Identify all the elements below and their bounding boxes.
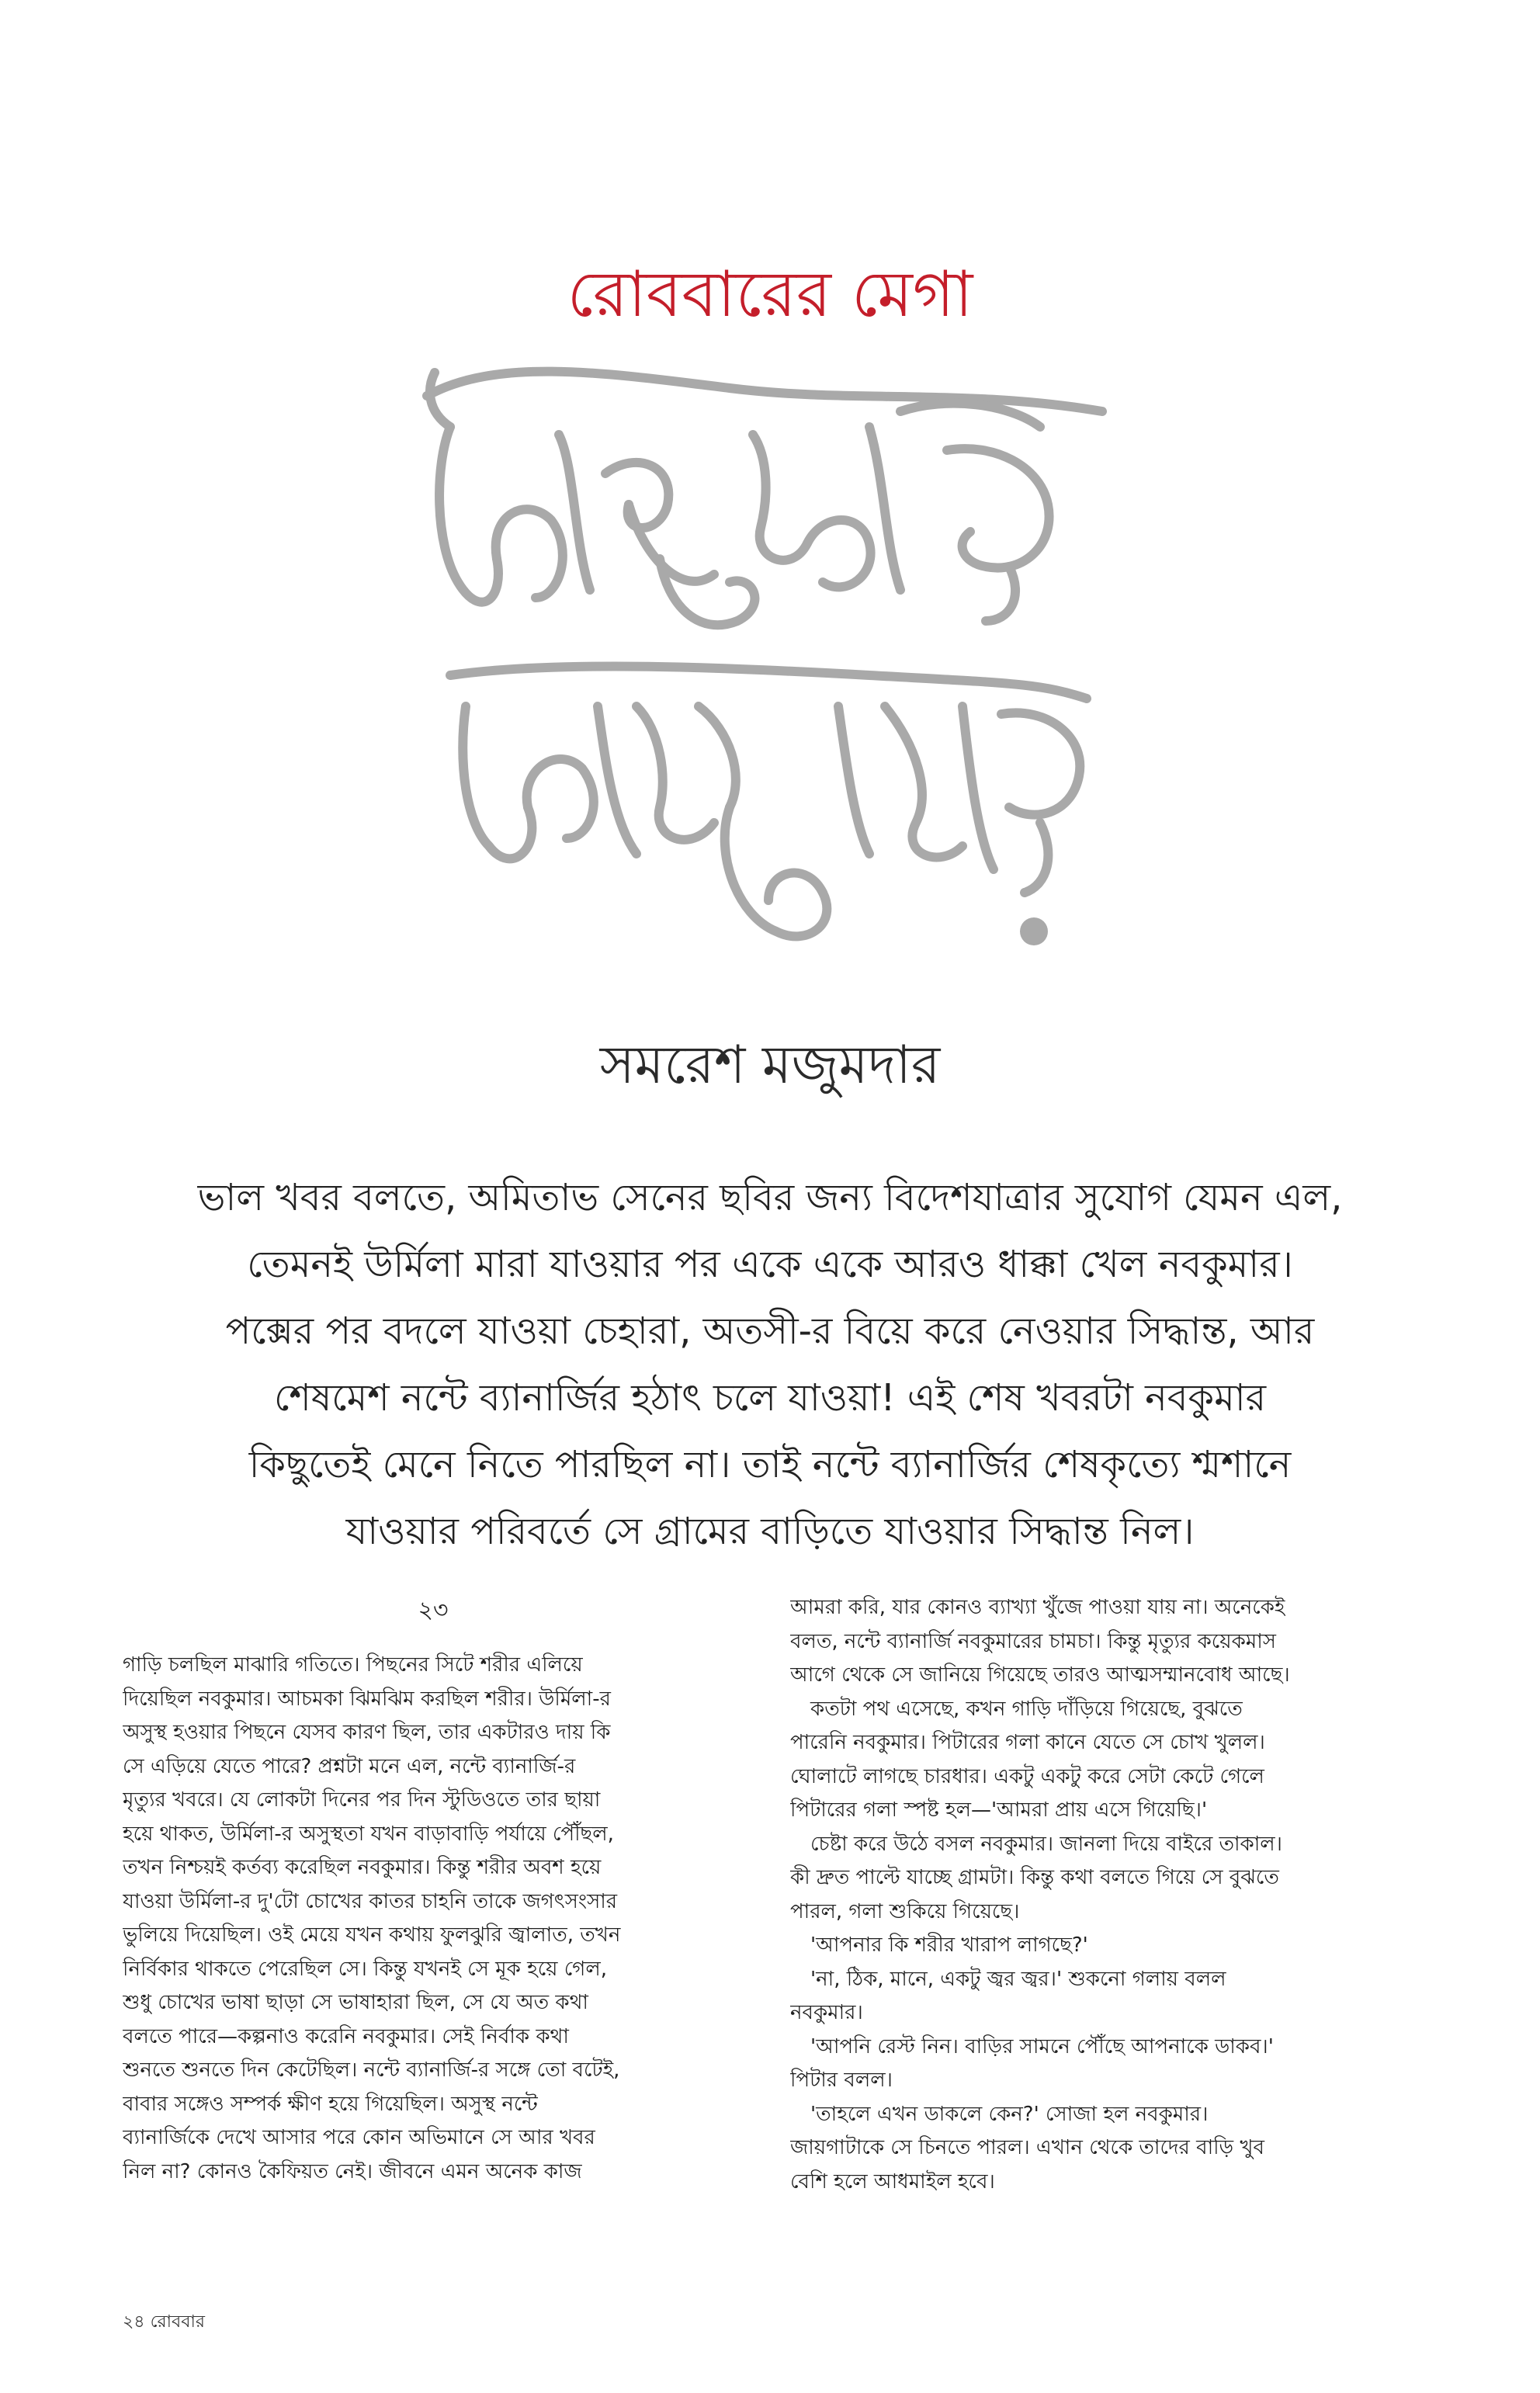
body-line: নিল না? কোনও কৈফিয়ত নেই। জীবনে এমন অনেক কাজ	[123, 2159, 582, 2183]
body-line: বেশি হলে আধমাইল হবে।	[790, 2169, 995, 2194]
body-line: নবকুমার।	[790, 2001, 863, 2024]
intro-line: পক্সের পর বদলে যাওয়া চেহারা, অতসী-র বিয়ে করে নেওয়ার সিদ্ধান্ত, আর	[225, 1309, 1315, 1353]
body-line: ব্যানার্জিকে দেখে আসার পরে কোন অভিমানে সে আর খবর	[123, 2126, 595, 2149]
series-label: রোববারের মেগা	[567, 258, 973, 331]
body-line: হয়ে থাকত, উর্মিলা-র অসুস্থতা যখন বাড়াবাড়ি পর্যায়ে পৌঁছল,	[123, 1822, 614, 1846]
body-line: ঘোলাটে লাগছে চারধার। একটু একটু করে সেটা কেটে গেলে	[790, 1764, 1264, 1788]
dialogue-line: 'তাহলে এখন ডাকলে কেন?' সোজা হল নবকুমার।	[810, 2102, 1209, 2126]
body-line: আগে থেকে সে জানিয়ে গিয়েছে তারও আত্মসম্মানবোধ আছে।	[790, 1663, 1290, 1687]
body-line: শুধু চোখের ভাষা ছাড়া সে ভাষাহারা ছিল, সে যে অত কথা	[123, 1991, 588, 2014]
body-line: পারল, গলা শুকিয়ে গিয়েছে।	[790, 1899, 1020, 1923]
intro-line: তেমনই উর্মিলা মারা যাওয়ার পর একে একে আরও ধাক্কা খেল নবকুমার।	[247, 1243, 1293, 1286]
intro-line: শেষমেশ নন্টে ব্যানার্জির হঠাৎ চলে যাওয়া! এই শেষ খবরটা নবকুমার	[273, 1376, 1267, 1420]
body-line: গাড়ি চলছিল মাঝারি গতিতে। পিছনের সিটে শরীর এলিয়ে	[123, 1653, 583, 1677]
body-line: পারেনি নবকুমার। পিটারের গলা কানে যেতে সে চোখ খুলল।	[790, 1731, 1265, 1754]
body-line: যাওয়া উর্মিলা-র দু'টো চোখের কাতর চাহনি তাকে জগৎসংসার	[123, 1889, 618, 1913]
body-line: বলত, নন্টে ব্যানার্জি নবকুমারের চামচা। কিন্তু মৃত্যুর কয়েকমাস	[790, 1629, 1276, 1653]
body-line: মৃত্যুর খবরে। যে লোকটা দিনের পর দিন স্টুডিওতে তার ছায়া	[123, 1788, 601, 1812]
body-line: আমরা করি, যার কোনও ব্যাখ্যা খুঁজে পাওয়া যায় না। অনেকেই	[790, 1596, 1285, 1619]
author-name: সমরেশ মজুমদার	[599, 1035, 941, 1096]
body-line: শুনতে শুনতে দিন কেটেছিল। নন্টে ব্যানার্জি-র সঙ্গে তো বটেই,	[123, 2058, 620, 2082]
dialogue-line: 'আপনার কি শরীর খারাপ লাগছে?'	[810, 1933, 1088, 1957]
body-line: দিয়েছিল নবকুমার। আচমকা ঝিমঝিম করছিল শরীর। উর্মিলা-র	[123, 1687, 611, 1711]
intro-line: যাওয়ার পরিবর্তে সে গ্রামের বাড়িতে যাওয়ার সিদ্ধান্ত নিল।	[345, 1510, 1195, 1553]
body-line: জায়গাটাকে সে চিনতে পারল। এখান থেকে তাদের বাড়ি খুব	[790, 2136, 1264, 2159]
page-footer: ২৪ রোববার	[123, 2312, 205, 2332]
body-line: ভুলিয়ে দিয়েছিল। ওই মেয়ে যখন কথায় ফুলঝুরি জ্বালাত, তখন	[123, 1923, 621, 1947]
body-line: সে এড়িয়ে যেতে পারে? প্রশ্নটা মনে এল, নন্টে ব্যানার্জি-র	[123, 1754, 576, 1778]
dialogue-line: 'না, ঠিক, মানে, একটু জ্বর জ্বর।' শুকনো গলায় বলল	[810, 1967, 1226, 1991]
body-line: নির্বিকার থাকতে পেরেছিল সে। কিন্তু যখনই সে মূক হয়ে গেল,	[123, 1957, 607, 1981]
body-line: চেষ্টা করে উঠে বসল নবকুমার। জানলা দিয়ে বাইরে তাকাল।	[810, 1832, 1282, 1856]
intro-line: ভাল খবর বলতে, অমিতাভ সেনের ছবির জন্য বিদেশযাত্রার সুযোগ যেমন এল,	[197, 1176, 1343, 1219]
left-column	[123, 1591, 713, 2189]
dialogue-line: 'আপনি রেস্ট নিন। বাড়ির সামনে পৌঁছে আপনাকে ডাকব।'	[810, 2034, 1274, 2058]
intro-paragraph	[116, 1164, 1424, 1565]
body-line: পিটারের গলা স্পষ্ট হল—'আমরা প্রায় এসে গিয়েছি।'	[790, 1798, 1208, 1822]
chapter-number: ২৩	[418, 1597, 449, 1624]
title-calligraphy-artwork	[404, 342, 1149, 1009]
body-line: পিটার বলল।	[790, 2069, 893, 2092]
body-line: বলতে পারে—কল্পনাও করেনি নবকুমার। সেই নির্বাক কথা	[123, 2024, 569, 2048]
body-line: তখন নিশ্চয়ই কর্তব্য করেছিল নবকুমার। কিন্তু শরীর অবশ হয়ে	[123, 1856, 602, 1879]
right-column	[790, 1591, 1380, 2199]
body-line: কতটা পথ এসেছে, কখন গাড়ি দাঁড়িয়ে গিয়েছে, বুঝতে	[810, 1697, 1243, 1721]
intro-line: কিছুতেই মেনে নিতে পারছিল না। তাই নন্টে ব্যানার্জির শেষকৃত্যে শ্মশানে	[248, 1443, 1292, 1486]
body-line: বাবার সঙ্গেও সম্পর্ক ক্ষীণ হয়ে গিয়েছিল। অসুস্থ নন্টে	[123, 2092, 538, 2116]
body-line: অসুস্থ হওয়ার পিছনে যেসব কারণ ছিল, তার একটারও দায় কি	[123, 1721, 611, 1744]
body-line: কী দ্রুত পাল্টে যাচ্ছে গ্রামটা। কিন্তু কথা বলতে গিয়ে সে বুঝতে	[790, 1866, 1279, 1889]
